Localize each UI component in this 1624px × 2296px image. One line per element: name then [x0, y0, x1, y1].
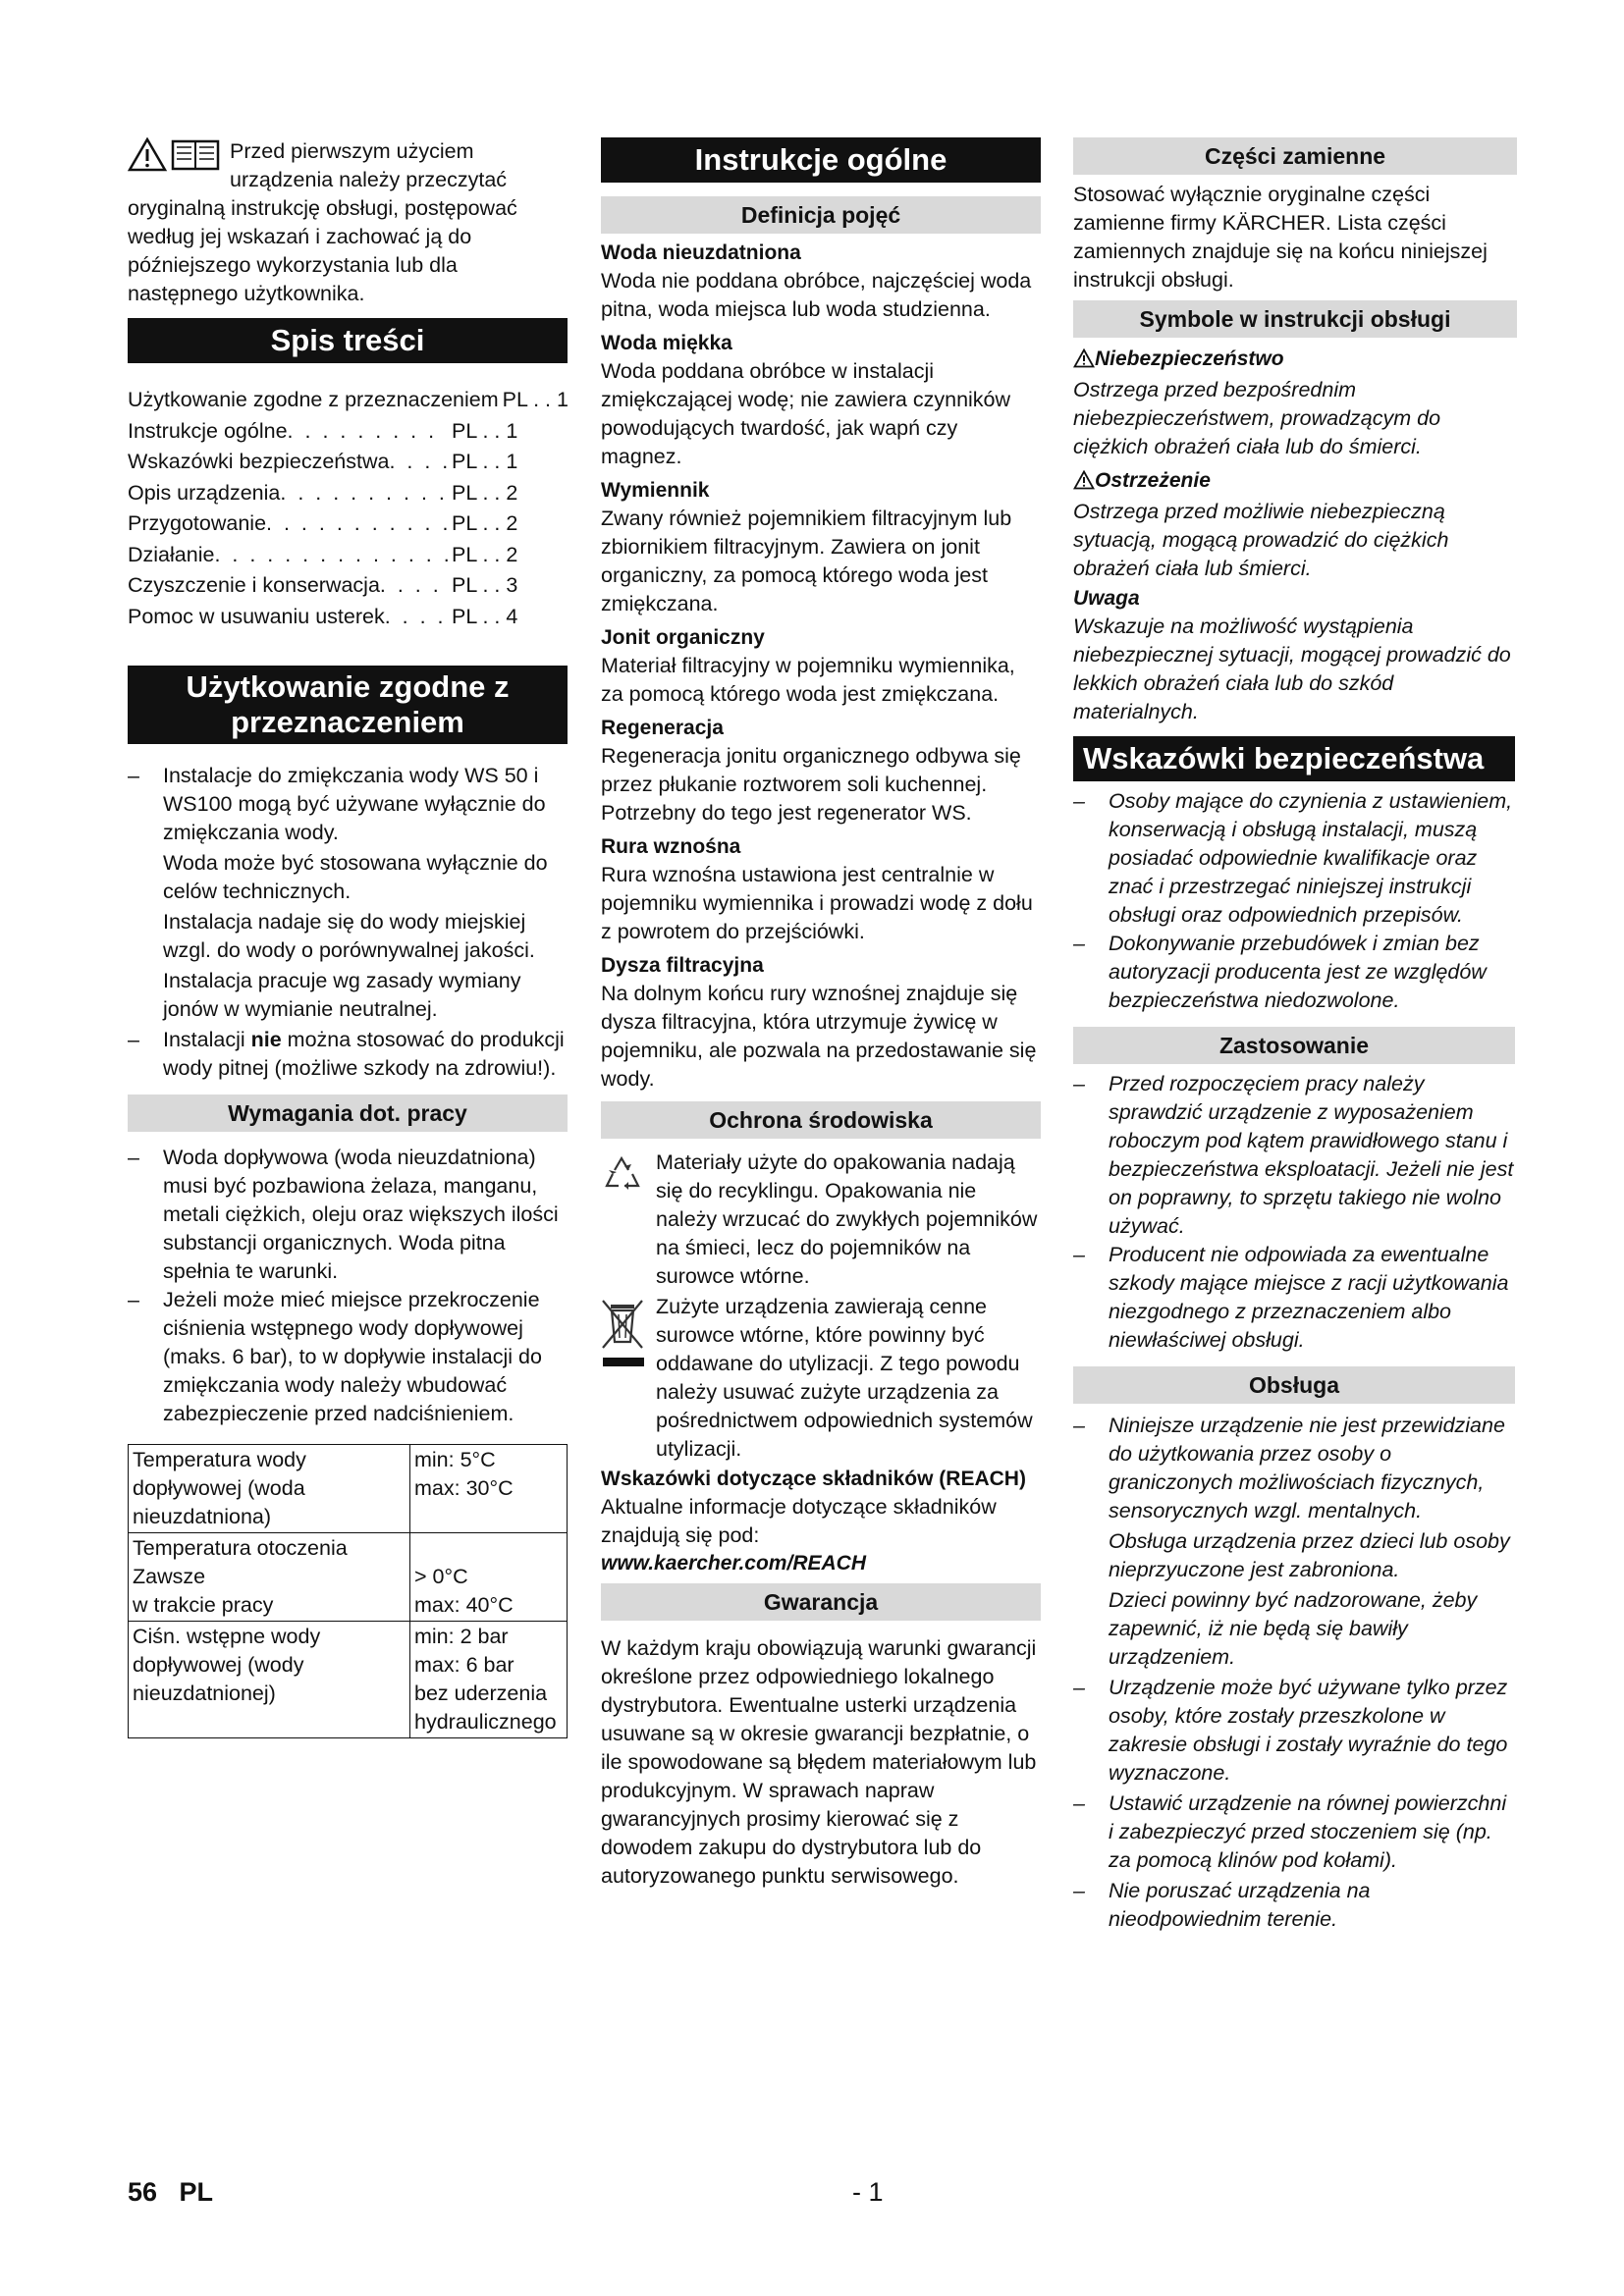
general-heading: Instrukcje ogólne	[601, 137, 1041, 183]
column-middle	[601, 137, 1041, 1891]
operation-heading: Obsługa	[1073, 1366, 1515, 1404]
toc-item[interactable]: Czyszczenie i konserwacja . . . PL . . 3	[128, 570, 568, 602]
table-row: Ciśn. wstępne wody dopływowej (wody nieuzdatnionej) min: 2 bar max: 6 bar bez uderzenia hydraulicznego	[129, 1622, 568, 1738]
list-item: – Niniejsze urządzenie nie jest przewidziane do użytkowania przez osoby o graniczonych możliwościach fizycznych, sensorycznych wzgl. mentalnych. Obsługa urządzenia przez dzieci lub osoby nieprzyuczone jest zabroniona. Dzieci powinny być nadzorowane, żeby zapewnić, iż nie będą się bawiły urządzeniem.	[1073, 1414, 1510, 1669]
toc-list	[128, 385, 568, 632]
safety-heading: Wskazówki bezpieczeństwa	[1073, 736, 1515, 781]
warning-triangle-icon	[1073, 470, 1095, 498]
definitions-heading: Definicja pojęć	[601, 196, 1041, 234]
usage-heading: Użytkowanie zgodne z przeznaczeniem	[128, 666, 568, 744]
definition-term: Jonit organiczny	[601, 626, 765, 649]
requirements-table	[128, 1444, 568, 1738]
danger-label: Niebezpieczeństwo	[1073, 346, 1515, 376]
warning-label: Ostrzeżenie	[1073, 467, 1515, 498]
env-weee-block: Zużyte urządzenia zawierają cenne surowce wtórne, które powinny być oddawane do utylizacji. Z tego powodu należy usuwać zużyte urządzenia za pośrednictwem odpowiednich systemów utylizacji.	[601, 1293, 1041, 1464]
parts-text: Stosować wyłącznie oryginalne części zamienne firmy KÄRCHER. Lista części zamiennych znajduje się na końcu niniejszej instrukcji obsługi.	[1073, 183, 1488, 292]
toc-item[interactable]: Pomoc w usuwaniu usterek . . . PL . . 4	[128, 602, 568, 633]
reach-heading: Wskazówki dotyczące składników (REACH)	[601, 1468, 1026, 1490]
list-item: – Instalacji nie można stosować do produkcji wody pitnej (możliwe szkody na zdrowiu!).	[128, 1028, 565, 1080]
definition-term: Dysza filtracyjna	[601, 954, 764, 977]
list-item: – Nie poruszać urządzenia na nieodpowiednim terenie.	[1073, 1879, 1371, 1931]
list-item: – Jeżeli może mieć miejsce przekroczenie ciśnienia wstępnego wody dopływowej (maks. 6 bar), to w dopływie instalacji do zmiękczania wody należy wbudować zabezpieczenie przed nadciśnieniem.	[128, 1288, 542, 1425]
definition-term: Woda nieuzdatniona	[601, 241, 801, 264]
warranty-heading: Gwarancja	[601, 1583, 1041, 1621]
column-left	[128, 137, 568, 1738]
requirements-heading: Wymagania dot. pracy	[128, 1095, 568, 1132]
page-center-number: - 1	[852, 2177, 884, 2207]
env-recycle-block: Materiały użyte do opakowania nadają się do recyklingu. Opakowania nie należy wrzucać do zwykłych pojemników na śmieci, lecz do pojemników na surowce wtórne.	[601, 1148, 1041, 1291]
toc-item[interactable]: Instrukcje ogólne . . . PL . . 1	[128, 416, 568, 448]
symbols-heading: Symbole w instrukcji obsługi	[1073, 300, 1517, 338]
toc-item[interactable]: Użytkowanie zgodne z przeznaczeniem PL . . 1	[128, 388, 568, 411]
warning-book-icon	[128, 137, 226, 173]
reach-text: Aktualne informacje dotyczące składników znajdują się pod:	[601, 1495, 997, 1547]
application-list	[1073, 1070, 1515, 1355]
toc-item[interactable]: Działanie . . . PL . . 2	[128, 540, 568, 571]
list-item: – Urządzenie może być używane tylko przez osoby, które zostały przeszkolone w zakresie obsługi i zostały wyraźnie do tego wyznaczone.	[1073, 1676, 1508, 1785]
environment-heading: Ochrona środowiska	[601, 1101, 1041, 1139]
definitions-list	[601, 240, 1041, 1094]
definition-text: Regeneracja jonitu organicznego odbywa się przez płukanie roztworem soli kuchennej. Potrzebny do tego jest regenerator WS.	[601, 744, 1021, 825]
list-item: – Producent nie odpowiada za ewentualne szkody mające miejsce z racji użytkowania niezgodnego z przeznaczeniem albo niewłaściwej obsługi.	[1073, 1243, 1509, 1352]
toc-item[interactable]: Wskazówki bezpieczeństwa . . . PL . . 1	[128, 447, 568, 478]
toc-item[interactable]: Opis urządzenia . . . PL . . 2	[128, 478, 568, 509]
definition-text: Woda poddana obróbce w instalacji zmiękczającej wodę; nie zawiera czynników powodujących twardość, jak wapń czy magnez.	[601, 359, 1011, 468]
toc-heading: Spis treści	[128, 318, 568, 363]
intro-block	[128, 137, 568, 308]
requirements-list	[128, 1144, 568, 1428]
crossed-bin-icon	[601, 1297, 648, 1382]
note-text: Wskazuje na możliwość wystąpienia niebezpiecznej sytuacji, mogącej prowadzić do lekkich obrażeń ciała lub do szkód materialnych.	[1073, 614, 1511, 723]
list-item: – Przed rozpoczęciem pracy należy sprawdzić urządzenie z wyposażeniem roboczym pod kątem prawidłowego stanu i bezpieczeństwa eksploatacji. Jeżeli nie jest on poprawny, to sprzętu takiego nie wolno używać.	[1073, 1072, 1514, 1238]
table-row: Temperatura wody dopływowej (woda nieuzdatniona) min: 5°C max: 30°C	[129, 1445, 568, 1533]
safety-list	[1073, 787, 1515, 1015]
definition-term: Regeneracja	[601, 717, 724, 739]
warning-triangle-icon	[1073, 348, 1095, 376]
application-heading: Zastosowanie	[1073, 1027, 1515, 1064]
intro-text: Przed pierwszym użyciem urządzenia należy przeczytać oryginalną instrukcję obsługi, postępować według jej wskazań i zachować ją do późniejszego wykorzystania lub dla następnego użytkownika.	[128, 139, 517, 305]
warranty-text: W każdym kraju obowiązują warunki gwarancji określone przez odpowiedniego lokalnego dystrybutora. Ewentualne usterki urządzenia usuwane są w okresie gwarancji bezpłatnie, o ile spowodowane są błędem materiałowym lub produkcyjnym. W sprawach napraw gwarancyjnych prosimy kierować się z dowodem zakupu do dystrybutora lub do autoryzowanego punktu serwisowego.	[601, 1636, 1037, 1888]
reach-link[interactable]: www.kaercher.com/REACH	[601, 1552, 866, 1575]
parts-heading: Części zamienne	[1073, 137, 1517, 175]
toc-item[interactable]: Przygotowanie . . . PL . . 2	[128, 508, 568, 540]
warning-text: Ostrzega przed możliwie niebezpieczną sytuacją, mogącą prowadzić do ciężkich obrażeń ciała lub śmierci.	[1073, 500, 1449, 580]
definition-text: Materiał filtracyjny w pojemniku wymiennika, za pomocą którego woda jest zmiękczana.	[601, 654, 1015, 706]
list-item: – Osoby mające do czynienia z ustawieniem, konserwacją i obsługą instalacji, muszą posiadać odpowiednie kwalifikacje oraz znać i przestrzegać niniejszej instrukcji obsługi oraz odpowiednich przepisów.	[1073, 789, 1513, 927]
list-item: – Ustawić urządzenie na równej powierzchni i zabezpieczyć przed stoczeniem się (np. za pomocą klinów pod kołami).	[1073, 1791, 1507, 1872]
definition-text: Na dolnym końcu rury wznośnej znajduje się dysza filtracyjna, która utrzymuje żywicę w pojemniku, ale pozwala na przedostawanie się wody.	[601, 982, 1037, 1091]
recycle-icon	[601, 1152, 646, 1199]
list-item: – Dokonywanie przebudówek i zmian bez autoryzacji producenta jest ze względów bezpieczeństwa niedozwolone.	[1073, 932, 1487, 1012]
definition-text: Zwany również pojemnikiem filtracyjnym lub zbiornikiem filtracyjnym. Zawiera on jonit organiczny, za pomocą którego woda jest zmiękczana.	[601, 507, 1012, 615]
definition-text: Woda nie poddana obróbce, najczęściej woda pitna, woda miejsca lub woda studzienna.	[601, 269, 1032, 321]
list-item: – Woda dopływowa (woda nieuzdatniona) musi być pozbawiona żelaza, manganu, metali ciężkich, oleju oraz większych ilości substancji organicznych. Woda pitna spełnia te warunki.	[128, 1146, 559, 1283]
definition-term: Rura wznośna	[601, 835, 741, 858]
note-label: Uwaga	[1073, 587, 1140, 610]
table-row: Temperatura otoczenia Zawsze w trakcie pracy > 0°C max: 40°C	[129, 1533, 568, 1622]
column-right	[1073, 137, 1515, 1934]
list-item: – Instalacje do zmiękczania wody WS 50 i WS100 mogą być używane wyłącznie do zmiękczania wody. Woda może być stosowana wyłącznie do celów technicznych. Instalacja nadaje się do wody miejskiej wzgl. do wody o porównywalnej jakości. Instalacja pracuje wg zasady wymiany jonów w wymianie neutralnej.	[128, 764, 548, 1021]
usage-list	[128, 762, 568, 1083]
danger-text: Ostrzega przed bezpośrednim niebezpieczeństwem, prowadzącym do ciężkich obrażeń ciała lub do śmierci.	[1073, 378, 1441, 458]
page-number: 56 PL	[128, 2177, 214, 2207]
definition-term: Wymiennik	[601, 479, 710, 502]
operation-list	[1073, 1412, 1515, 1934]
definition-text: Rura wznośna ustawiona jest centralnie w pojemniku wymiennika i prowadzi wodę z dołu z powrotem do przejściówki.	[601, 863, 1033, 943]
definition-term: Woda miękka	[601, 332, 732, 354]
